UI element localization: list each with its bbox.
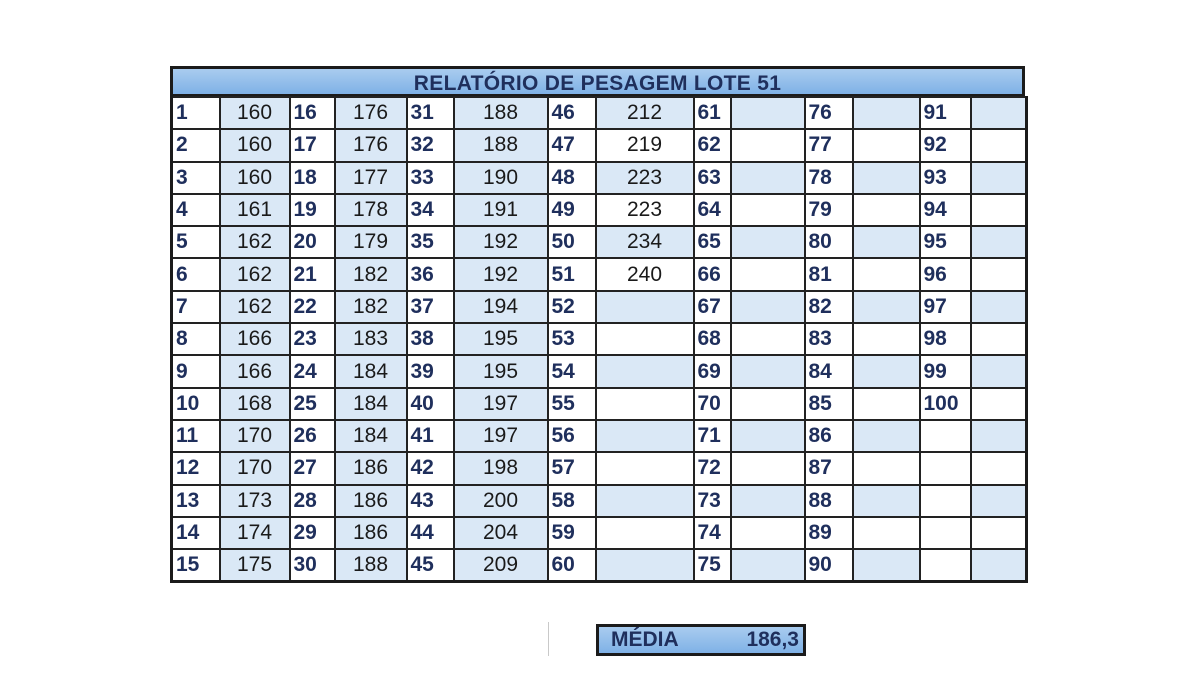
weight-cell [731,162,805,194]
weighing-report [170,66,1025,583]
weight-cell: 197 [454,388,548,420]
animal-number-cell [920,485,971,517]
animal-number-cell: 26 [290,420,335,452]
animal-number-cell: 42 [407,452,454,484]
animal-number-cell: 53 [548,323,596,355]
weight-cell: 175 [220,549,290,581]
animal-number-cell: 11 [172,420,220,452]
animal-number-cell: 70 [694,388,731,420]
weight-cell [596,517,694,549]
weight-cell [853,355,920,387]
weight-cell [971,355,1027,387]
weight-cell [853,323,920,355]
animal-number-cell: 83 [805,323,853,355]
animal-number-cell: 90 [805,549,853,581]
weight-cell [596,485,694,517]
animal-number-cell: 10 [172,388,220,420]
animal-number-cell: 28 [290,485,335,517]
weight-cell [731,194,805,226]
animal-number-cell: 49 [548,194,596,226]
weight-cell: 200 [454,485,548,517]
animal-number-cell: 14 [172,517,220,549]
weight-cell [971,291,1027,323]
animal-number-cell [920,420,971,452]
weight-cell: 240 [596,258,694,290]
weight-cell: 223 [596,162,694,194]
weight-cell [596,355,694,387]
animal-number-cell: 18 [290,162,335,194]
animal-number-cell: 84 [805,355,853,387]
weight-cell: 161 [220,194,290,226]
weight-cell: 160 [220,162,290,194]
weight-cell [853,420,920,452]
animal-number-cell: 96 [920,258,971,290]
animal-number-cell: 35 [407,226,454,258]
animal-number-cell: 76 [805,97,853,129]
weight-cell [971,194,1027,226]
animal-number-cell: 73 [694,485,731,517]
weight-cell: 184 [335,420,407,452]
weight-cell [853,291,920,323]
weight-cell [971,485,1027,517]
animal-number-cell: 82 [805,291,853,323]
weight-cell: 173 [220,485,290,517]
weight-cell: 170 [220,452,290,484]
weight-cell: 186 [335,517,407,549]
weight-cell: 204 [454,517,548,549]
table-row [172,162,1027,194]
animal-number-cell: 34 [407,194,454,226]
average-box [596,624,806,656]
animal-number-cell: 100 [920,388,971,420]
table-row [172,129,1027,161]
animal-number-cell: 1 [172,97,220,129]
weight-cell [731,226,805,258]
animal-number-cell: 85 [805,388,853,420]
weight-cell [853,549,920,581]
animal-number-cell: 4 [172,194,220,226]
animal-number-cell: 78 [805,162,853,194]
animal-number-cell: 65 [694,226,731,258]
animal-number-cell: 93 [920,162,971,194]
weight-cell: 177 [335,162,407,194]
weight-cell [731,97,805,129]
table-row [172,452,1027,484]
animal-number-cell: 71 [694,420,731,452]
animal-number-cell: 52 [548,291,596,323]
animal-number-cell: 59 [548,517,596,549]
animal-number-cell: 44 [407,517,454,549]
animal-number-cell: 79 [805,194,853,226]
weight-cell [853,129,920,161]
animal-number-cell: 36 [407,258,454,290]
weight-cell: 223 [596,194,694,226]
weight-cell [853,258,920,290]
average-value: 186,3 [746,628,799,651]
animal-number-cell: 8 [172,323,220,355]
weight-cell: 179 [335,226,407,258]
weight-cell: 198 [454,452,548,484]
animal-number-cell: 38 [407,323,454,355]
animal-number-cell: 19 [290,194,335,226]
table-row [172,97,1027,129]
weight-cell [731,452,805,484]
weight-cell [971,549,1027,581]
animal-number-cell: 54 [548,355,596,387]
weight-cell: 176 [335,129,407,161]
animal-number-cell: 29 [290,517,335,549]
animal-number-cell: 32 [407,129,454,161]
animal-number-cell: 80 [805,226,853,258]
animal-number-cell: 9 [172,355,220,387]
animal-number-cell: 58 [548,485,596,517]
animal-number-cell: 63 [694,162,731,194]
animal-number-cell: 91 [920,97,971,129]
animal-number-cell: 47 [548,129,596,161]
weight-cell: 192 [454,258,548,290]
weight-cell: 183 [335,323,407,355]
animal-number-cell: 86 [805,420,853,452]
weight-cell [971,420,1027,452]
animal-number-cell: 27 [290,452,335,484]
weight-cell: 188 [454,97,548,129]
table-row [172,194,1027,226]
table-row [172,291,1027,323]
weight-cell: 184 [335,355,407,387]
animal-number-cell: 97 [920,291,971,323]
animal-number-cell: 68 [694,323,731,355]
weight-cell [596,420,694,452]
animal-number-cell: 98 [920,323,971,355]
weight-cell [853,162,920,194]
animal-number-cell: 15 [172,549,220,581]
weight-cell: 166 [220,355,290,387]
animal-number-cell: 46 [548,97,596,129]
weight-cell: 160 [220,97,290,129]
weight-cell: 197 [454,420,548,452]
weight-cell: 209 [454,549,548,581]
weight-cell [853,388,920,420]
weight-cell: 178 [335,194,407,226]
weight-cell: 162 [220,258,290,290]
weight-cell [731,388,805,420]
weight-cell [971,388,1027,420]
weights-table [170,96,1028,583]
weight-cell [971,162,1027,194]
animal-number-cell: 12 [172,452,220,484]
weight-cell: 194 [454,291,548,323]
animal-number-cell: 30 [290,549,335,581]
weight-cell: 234 [596,226,694,258]
weight-cell [596,291,694,323]
animal-number-cell: 95 [920,226,971,258]
weight-cell [731,129,805,161]
weight-cell [971,452,1027,484]
table-row [172,485,1027,517]
weight-cell: 184 [335,388,407,420]
weight-cell: 195 [454,323,548,355]
animal-number-cell: 43 [407,485,454,517]
weight-cell: 190 [454,162,548,194]
weight-cell [731,485,805,517]
weight-cell [596,549,694,581]
animal-number-cell: 92 [920,129,971,161]
weight-cell [853,226,920,258]
animal-number-cell: 23 [290,323,335,355]
animal-number-cell: 7 [172,291,220,323]
animal-number-cell: 64 [694,194,731,226]
weight-cell [853,97,920,129]
weight-cell: 166 [220,323,290,355]
table-row [172,517,1027,549]
table-row [172,388,1027,420]
weight-cell: 212 [596,97,694,129]
weight-cell: 219 [596,129,694,161]
table-row [172,323,1027,355]
weight-cell [731,323,805,355]
animal-number-cell: 33 [407,162,454,194]
animal-number-cell: 5 [172,226,220,258]
weight-cell [731,258,805,290]
average-label: MÉDIA [611,628,679,651]
animal-number-cell: 81 [805,258,853,290]
animal-number-cell: 16 [290,97,335,129]
animal-number-cell: 50 [548,226,596,258]
animal-number-cell: 60 [548,549,596,581]
weight-cell: 170 [220,420,290,452]
weight-cell [853,485,920,517]
weight-cell [596,388,694,420]
weight-cell [971,97,1027,129]
weight-cell: 188 [454,129,548,161]
animal-number-cell [920,452,971,484]
animal-number-cell: 89 [805,517,853,549]
animal-number-cell: 88 [805,485,853,517]
weight-cell [853,452,920,484]
weight-cell: 162 [220,291,290,323]
weight-cell: 191 [454,194,548,226]
animal-number-cell: 67 [694,291,731,323]
animal-number-cell: 56 [548,420,596,452]
animal-number-cell: 94 [920,194,971,226]
animal-number-cell: 45 [407,549,454,581]
animal-number-cell: 55 [548,388,596,420]
weight-cell: 160 [220,129,290,161]
animal-number-cell: 13 [172,485,220,517]
report-title: RELATÓRIO DE PESAGEM LOTE 51 [170,66,1025,96]
animal-number-cell: 51 [548,258,596,290]
animal-number-cell: 75 [694,549,731,581]
animal-number-cell: 17 [290,129,335,161]
faint-divider [548,622,549,656]
weight-cell [731,355,805,387]
weight-cell: 176 [335,97,407,129]
weight-cell [853,194,920,226]
weight-cell: 182 [335,258,407,290]
animal-number-cell [920,517,971,549]
weight-cell [596,323,694,355]
weight-cell [853,517,920,549]
animal-number-cell: 87 [805,452,853,484]
animal-number-cell: 21 [290,258,335,290]
weight-cell [731,517,805,549]
animal-number-cell: 20 [290,226,335,258]
weight-cell: 168 [220,388,290,420]
weight-cell: 182 [335,291,407,323]
weight-cell: 162 [220,226,290,258]
weight-cell [596,452,694,484]
weight-cell: 174 [220,517,290,549]
weight-cell [971,129,1027,161]
animal-number-cell: 25 [290,388,335,420]
animal-number-cell: 40 [407,388,454,420]
weight-cell [971,258,1027,290]
weight-cell: 186 [335,452,407,484]
animal-number-cell: 2 [172,129,220,161]
weight-cell: 188 [335,549,407,581]
weight-cell [971,226,1027,258]
table-row [172,420,1027,452]
weight-cell [731,420,805,452]
weight-cell [971,323,1027,355]
weight-cell: 186 [335,485,407,517]
animal-number-cell: 57 [548,452,596,484]
animal-number-cell: 72 [694,452,731,484]
animal-number-cell: 3 [172,162,220,194]
animal-number-cell: 22 [290,291,335,323]
animal-number-cell: 61 [694,97,731,129]
animal-number-cell: 24 [290,355,335,387]
weight-cell: 192 [454,226,548,258]
table-row [172,549,1027,581]
weight-cell [971,517,1027,549]
animal-number-cell: 62 [694,129,731,161]
weight-cell: 195 [454,355,548,387]
table-row [172,226,1027,258]
animal-number-cell: 77 [805,129,853,161]
animal-number-cell: 66 [694,258,731,290]
animal-number-cell: 69 [694,355,731,387]
animal-number-cell: 37 [407,291,454,323]
animal-number-cell: 99 [920,355,971,387]
animal-number-cell: 48 [548,162,596,194]
weight-cell [731,291,805,323]
animal-number-cell: 39 [407,355,454,387]
animal-number-cell: 31 [407,97,454,129]
animal-number-cell: 6 [172,258,220,290]
animal-number-cell [920,549,971,581]
animal-number-cell: 74 [694,517,731,549]
weight-cell [731,549,805,581]
table-row [172,258,1027,290]
animal-number-cell: 41 [407,420,454,452]
table-row [172,355,1027,387]
